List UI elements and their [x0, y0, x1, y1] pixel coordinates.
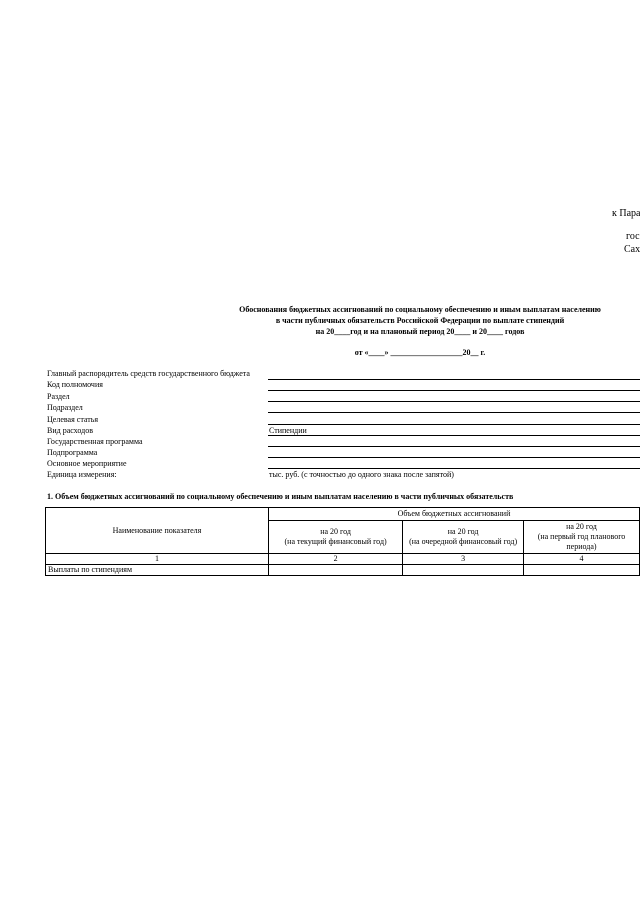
document-title-line-3: на 20____год и на плановый период 20____ и 20____ годов — [315, 327, 525, 336]
column-year-label: на 20 год — [447, 527, 479, 536]
budget-table — [45, 507, 640, 576]
field-line-main-manager[interactable] — [268, 379, 640, 380]
field-label-target-article: Целевая статья — [47, 415, 99, 424]
field-line-section[interactable] — [268, 401, 640, 402]
field-label-section: Раздел — [47, 392, 70, 401]
column-number: 1 — [46, 554, 269, 565]
column-header-first-plan-year — [523, 521, 639, 554]
corner-line-3: Сах — [624, 244, 640, 255]
field-line-subsection[interactable] — [268, 412, 640, 413]
column-number: 4 — [523, 554, 639, 565]
field-label-subprogram: Подпрограмма — [47, 448, 98, 457]
indicator-header: Наименование показателя — [46, 508, 269, 554]
field-label-main-manager: Главный распорядитель средств государственного бюджета — [47, 369, 250, 378]
field-line-main-activity[interactable] — [268, 468, 640, 469]
document-title-line-2: в части публичных обязательств Российской Федерации по выплате стипендий — [275, 316, 565, 325]
field-label-main-activity: Основное мероприятие — [47, 459, 127, 468]
column-header-next-year — [403, 521, 524, 554]
column-period-label: (на очередной финансовый год) — [409, 537, 518, 546]
field-value-expense-type: Стипендии — [269, 426, 307, 435]
corner-line-1: к Пара — [612, 208, 640, 219]
column-header-current-year — [268, 521, 402, 554]
field-label-authority-code: Код полномочия — [47, 380, 103, 389]
column-year-label: на 20 год — [320, 527, 351, 536]
row-name: Выплаты по стипендиям — [46, 565, 269, 576]
column-year-label: на 20 год — [566, 522, 597, 531]
field-label-unit: Единица измерения: — [47, 470, 117, 479]
field-line-target-article[interactable] — [268, 424, 640, 425]
section-1-title: 1. Объем бюджетных ассигнований по социальному обеспечению и иным выплатам населению в части публичных обязательств — [47, 492, 514, 501]
field-line-authority-code[interactable] — [268, 390, 640, 391]
row-value-first-plan-year[interactable] — [523, 565, 639, 576]
column-period-label: (на текущий финансовый год) — [284, 537, 387, 546]
field-line-expense-type[interactable] — [268, 435, 640, 436]
row-value-next-year[interactable] — [403, 565, 524, 576]
budget-group-header: Объем бюджетных ассигнований — [268, 508, 639, 521]
document-date-line: от «____» __________________20__ г. — [354, 348, 486, 357]
column-period-label-cont: периода) — [566, 542, 597, 551]
column-period-label: (на первый год планового — [537, 532, 626, 541]
field-value-unit: тыс. руб. (с точностью до одного знака после запятой) — [269, 470, 454, 479]
document-title-line-1: Обоснования бюджетных ассигнований по социальному обеспечению и иным выплатам населению — [239, 305, 601, 314]
table-row — [46, 565, 640, 576]
row-value-current-year[interactable] — [268, 565, 402, 576]
field-label-state-program: Государственная программа — [47, 437, 143, 446]
corner-line-2: гос — [626, 231, 640, 242]
field-label-expense-type: Вид расходов — [47, 426, 93, 435]
column-number: 3 — [403, 554, 524, 565]
field-label-subsection: Подраздел — [47, 403, 83, 412]
field-line-subprogram[interactable] — [268, 457, 640, 458]
column-number: 2 — [268, 554, 402, 565]
field-line-state-program[interactable] — [268, 446, 640, 447]
